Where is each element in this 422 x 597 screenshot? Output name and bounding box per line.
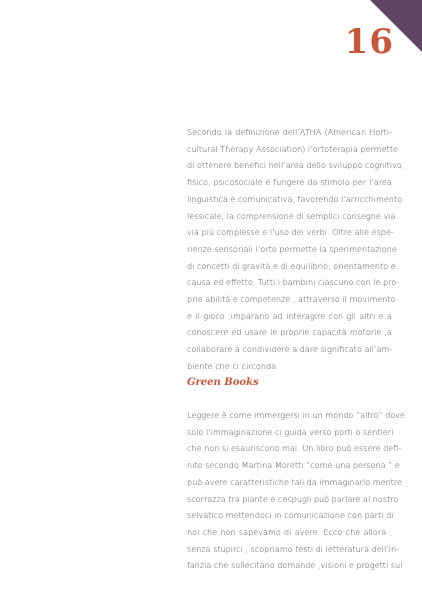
text-line: può avere caratteristiche tali da immaginarlo mentre: [187, 476, 403, 487]
text-line: scorrazza tra piante e cespugli può parlare al nostro: [187, 493, 399, 504]
text-line: e il gioco ,imparano ad interagire con gli altri e a: [187, 310, 392, 321]
text-line: lessicale, la comprensione di semplici consegne via: [187, 210, 396, 221]
paragraph-lines: [187, 407, 405, 574]
text-line: collaborare a condividere a dare significato all’am-: [187, 344, 393, 355]
text-line: nito secondo Martina Moretti “come una persona ” e: [187, 460, 400, 471]
text-line: cultural Therapy Association) l’ortoterapia permette: [187, 143, 398, 154]
text-line: solo l’immaginazione ci guida verso porti o sentieri: [187, 426, 394, 437]
text-line: di concetti di gravità e di equilibrio, orientamento e: [187, 260, 396, 271]
text-line: fanzia che sollecitano domande ,visioni e progetti sul: [187, 560, 403, 571]
text-line: senza stupirci , scopriamo testi di letteratura dell’in-: [187, 543, 400, 554]
text-line: di ottenere benefici nell’area dello sviluppo cognitivo,: [187, 160, 405, 171]
text-line: linguistica e comunicativa, favorendo l’arricchimento: [187, 193, 403, 204]
paragraph-green-books: [187, 407, 405, 574]
text-line: selvatico mettendoci in comunicazione con parti di: [187, 510, 394, 521]
text-line: rienze sensoriali l’orto permette la sperimentazione: [187, 243, 397, 254]
paragraph-ortoterapia: [187, 124, 405, 375]
text-line: biente che ci circonda.: [187, 360, 279, 371]
page-number: 16: [344, 22, 394, 62]
text-line: via più complesse e l’uso dei verbi. Oltre alle espe-: [187, 227, 394, 238]
text-line: Secondo la definizione dell’ATHA (American Horti-: [187, 127, 392, 137]
text-line: causa ed effetto. Tutti i bambini ciascuno con le pro-: [187, 277, 400, 288]
paragraph-lines: [187, 124, 405, 375]
text-line: Leggere è come immergersi in un mondo “altro” dove: [187, 410, 405, 420]
section-heading-green-books: Green Books: [187, 377, 259, 388]
text-line: noi che non sapevamo di avere. Ecco che allora ,: [187, 526, 392, 537]
text-line: prie abilità e competenze , attraverso il movimento: [187, 294, 396, 305]
text-line: fisico, psicosociale e fungere da stimolo per l’area: [187, 177, 392, 188]
text-line: conoscere ed usare le proprie capacità motorie ,a: [187, 327, 392, 338]
text-line: che non si esauriscono mai. Un libro può essere defi-: [187, 443, 402, 454]
